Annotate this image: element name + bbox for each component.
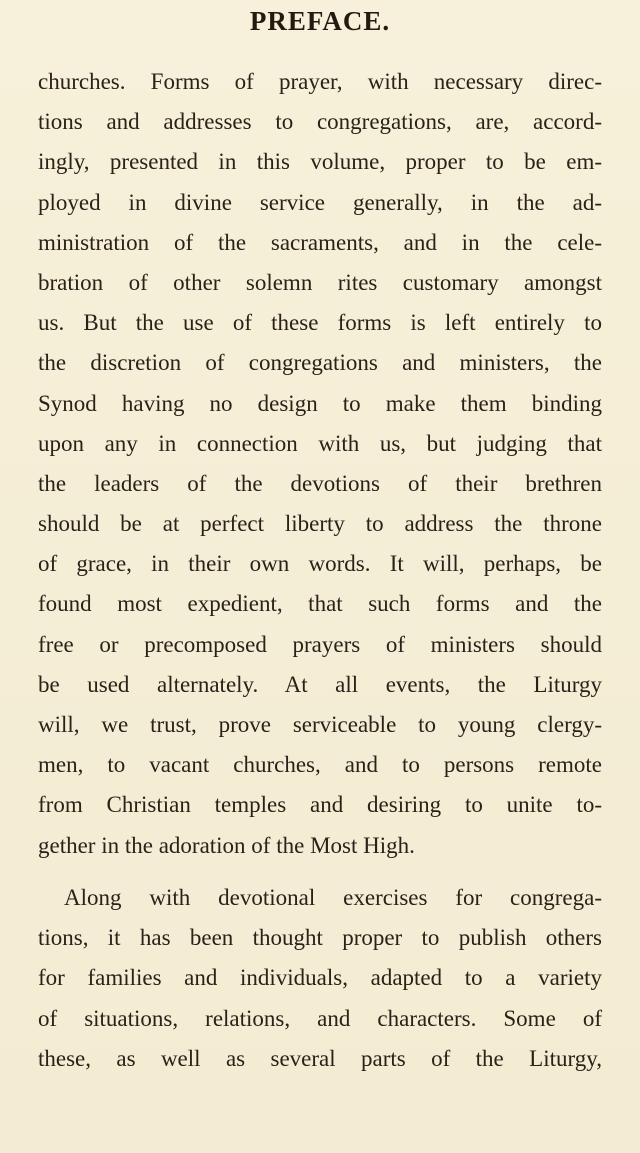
text-line: free or precomposed prayers of ministers should	[38, 631, 602, 657]
text-line: the discretion of congregations and ministers, the	[38, 350, 602, 376]
text-line: be used alternately. At all events, the Liturgy	[38, 671, 602, 697]
paragraph-2	[38, 878, 602, 1079]
text-line: for families and individuals, adapted to a variety	[38, 965, 602, 991]
text-line: ployed in divine service generally, in the ad-	[38, 189, 602, 215]
text-line: ingly, presented in this volume, proper to be em-	[38, 149, 602, 175]
text-line: upon any in connection with us, but judging that	[38, 430, 602, 456]
text-line: the leaders of the devotions of their brethren	[38, 470, 602, 496]
paragraph-1	[38, 62, 602, 866]
text-line: of situations, relations, and characters. Some of	[38, 1005, 602, 1031]
page-title: PREFACE.	[249, 6, 391, 36]
text-line: ministration of the sacraments, and in the cele-	[38, 229, 602, 255]
text-line: bration of other solemn rites customary amongst	[38, 269, 602, 295]
text-line: men, to vacant churches, and to persons remote	[38, 752, 602, 778]
text-line: gether in the adoration of the Most High.	[38, 832, 415, 858]
text-line: of grace, in their own words. It will, perhaps, be	[38, 551, 602, 577]
text-line: should be at perfect liberty to address the throne	[38, 511, 602, 537]
text-line: will, we trust, prove serviceable to young clergy-	[38, 712, 602, 737]
text-line: churches. Forms of prayer, with necessary direc-	[38, 69, 602, 94]
text-line: us. But the use of these forms is left entirely to	[38, 310, 602, 336]
text-line: tions, it has been thought proper to publish others	[38, 925, 602, 951]
text-line: tions and addresses to congregations, are, accord-	[38, 109, 602, 135]
text-line: found most expedient, that such forms and the	[38, 591, 602, 617]
text-line: these, as well as several parts of the Liturgy,	[38, 1045, 602, 1071]
text-line: from Christian temples and desiring to unite to-	[38, 792, 602, 818]
text-line: Synod having no design to make them binding	[38, 390, 602, 416]
text-line: Along with devotional exercises for congrega-	[64, 885, 602, 910]
